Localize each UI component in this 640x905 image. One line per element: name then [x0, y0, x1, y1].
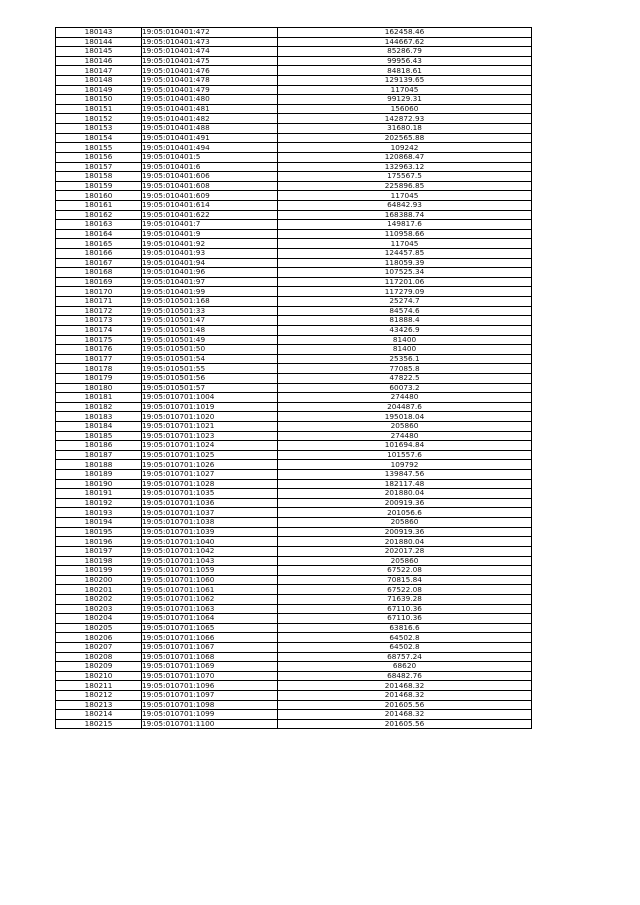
row-number-cell: 180192	[56, 498, 142, 508]
value-cell: 67522.08	[278, 566, 532, 576]
value-cell: 201468.32	[278, 691, 532, 701]
cadastral-number-cell: 19:05:010701:1067	[142, 643, 278, 653]
table-row	[56, 191, 532, 201]
row-number-cell: 180147	[56, 66, 142, 76]
table-row	[56, 47, 532, 57]
cadastral-number-cell: 19:05:010501:50	[142, 345, 278, 355]
row-number-cell: 180163	[56, 220, 142, 230]
value-cell: 132963.12	[278, 162, 532, 172]
cadastral-number-cell: 19:05:010401:96	[142, 268, 278, 278]
value-cell: 149817.6	[278, 220, 532, 230]
row-number-cell: 180202	[56, 594, 142, 604]
row-number-cell: 180150	[56, 95, 142, 105]
value-cell: 120868.47	[278, 152, 532, 162]
row-number-cell: 180152	[56, 114, 142, 124]
cadastral-number-cell: 19:05:010701:1039	[142, 527, 278, 537]
row-number-cell: 180197	[56, 546, 142, 556]
row-number-cell: 180184	[56, 421, 142, 431]
table-row	[56, 287, 532, 297]
cadastral-number-cell: 19:05:010701:1099	[142, 710, 278, 720]
cadastral-number-cell: 19:05:010401:94	[142, 258, 278, 268]
cadastral-number-cell: 19:05:010701:1026	[142, 460, 278, 470]
row-number-cell: 180185	[56, 431, 142, 441]
table-row	[56, 124, 532, 134]
cadastral-value-table	[55, 27, 532, 729]
value-cell: 81400	[278, 345, 532, 355]
value-cell: 201880.04	[278, 489, 532, 499]
value-cell: 182117.48	[278, 479, 532, 489]
value-cell: 107525.34	[278, 268, 532, 278]
cadastral-number-cell: 19:05:010701:1098	[142, 700, 278, 710]
cadastral-number-cell: 19:05:010401:473	[142, 37, 278, 47]
row-number-cell: 180203	[56, 604, 142, 614]
table-row	[56, 56, 532, 66]
row-number-cell: 180212	[56, 691, 142, 701]
value-cell: 77085.8	[278, 364, 532, 374]
row-number-cell: 180178	[56, 364, 142, 374]
row-number-cell: 180169	[56, 277, 142, 287]
row-number-cell: 180205	[56, 623, 142, 633]
row-number-cell: 180189	[56, 470, 142, 480]
row-number-cell: 180214	[56, 710, 142, 720]
row-number-cell: 180162	[56, 210, 142, 220]
value-cell: 67110.36	[278, 614, 532, 624]
value-cell: 129139.65	[278, 76, 532, 86]
value-cell: 84818.61	[278, 66, 532, 76]
row-number-cell: 180174	[56, 325, 142, 335]
cadastral-number-cell: 19:05:010401:92	[142, 239, 278, 249]
cadastral-number-cell: 19:05:010701:1023	[142, 431, 278, 441]
table-row	[56, 681, 532, 691]
table-row	[56, 220, 532, 230]
table-row	[56, 566, 532, 576]
row-number-cell: 180206	[56, 633, 142, 643]
table-row	[56, 37, 532, 47]
table-row	[56, 441, 532, 451]
row-number-cell: 180156	[56, 152, 142, 162]
row-number-cell: 180155	[56, 143, 142, 153]
value-cell: 201605.56	[278, 719, 532, 729]
row-number-cell: 180159	[56, 181, 142, 191]
cadastral-number-cell: 19:05:010701:1065	[142, 623, 278, 633]
table-row	[56, 76, 532, 86]
cadastral-number-cell: 19:05:010701:1060	[142, 575, 278, 585]
value-cell: 175567.5	[278, 172, 532, 182]
value-cell: 64502.8	[278, 633, 532, 643]
cadastral-number-cell: 19:05:010401:476	[142, 66, 278, 76]
table-row	[56, 604, 532, 614]
table-row	[56, 364, 532, 374]
table-row	[56, 518, 532, 528]
row-number-cell: 180210	[56, 671, 142, 681]
table-row	[56, 700, 532, 710]
cadastral-number-cell: 19:05:010701:1043	[142, 556, 278, 566]
value-cell: 201468.32	[278, 710, 532, 720]
value-cell: 64842.93	[278, 200, 532, 210]
table-row	[56, 671, 532, 681]
value-cell: 117045	[278, 191, 532, 201]
value-cell: 118059.39	[278, 258, 532, 268]
row-number-cell: 180190	[56, 479, 142, 489]
table-row	[56, 277, 532, 287]
row-number-cell: 180170	[56, 287, 142, 297]
value-cell: 25274.7	[278, 297, 532, 307]
cadastral-number-cell: 19:05:010701:1024	[142, 441, 278, 451]
cadastral-number-cell: 19:05:010701:1021	[142, 421, 278, 431]
table-row	[56, 181, 532, 191]
cadastral-number-cell: 19:05:010401:609	[142, 191, 278, 201]
value-cell: 99129.31	[278, 95, 532, 105]
cadastral-number-cell: 19:05:010701:1038	[142, 518, 278, 528]
table-row	[56, 498, 532, 508]
cadastral-number-cell: 19:05:010501:48	[142, 325, 278, 335]
row-number-cell: 180161	[56, 200, 142, 210]
value-cell: 31680.18	[278, 124, 532, 134]
table-row	[56, 335, 532, 345]
value-cell: 201880.04	[278, 537, 532, 547]
value-cell: 225896.85	[278, 181, 532, 191]
value-cell: 274480	[278, 393, 532, 403]
table-row	[56, 306, 532, 316]
table-row	[56, 383, 532, 393]
row-number-cell: 180143	[56, 28, 142, 38]
table-row	[56, 412, 532, 422]
table-row	[56, 258, 532, 268]
cadastral-number-cell: 19:05:010401:478	[142, 76, 278, 86]
cadastral-number-cell: 19:05:010401:479	[142, 85, 278, 95]
value-cell: 109242	[278, 143, 532, 153]
table-row	[56, 710, 532, 720]
table-row	[56, 85, 532, 95]
row-number-cell: 180177	[56, 354, 142, 364]
row-number-cell: 180187	[56, 450, 142, 460]
table-row	[56, 450, 532, 460]
cadastral-number-cell: 19:05:010701:1042	[142, 546, 278, 556]
table-row	[56, 152, 532, 162]
value-cell: 60073.2	[278, 383, 532, 393]
value-cell: 156060	[278, 104, 532, 114]
value-cell: 202017.28	[278, 546, 532, 556]
table-row	[56, 210, 532, 220]
value-cell: 70815.84	[278, 575, 532, 585]
table-row	[56, 662, 532, 672]
value-cell: 205860	[278, 518, 532, 528]
cadastral-number-cell: 19:05:010401:7	[142, 220, 278, 230]
cadastral-number-cell: 19:05:010401:482	[142, 114, 278, 124]
value-cell: 200919.36	[278, 527, 532, 537]
table-row	[56, 239, 532, 249]
value-cell: 201056.6	[278, 508, 532, 518]
table-row	[56, 133, 532, 143]
row-number-cell: 180213	[56, 700, 142, 710]
row-number-cell: 180158	[56, 172, 142, 182]
table-row	[56, 95, 532, 105]
value-cell: 99956.43	[278, 56, 532, 66]
value-cell: 274480	[278, 431, 532, 441]
value-cell: 205860	[278, 556, 532, 566]
cadastral-number-cell: 19:05:010501:56	[142, 373, 278, 383]
cadastral-number-cell: 19:05:010401:488	[142, 124, 278, 134]
row-number-cell: 180182	[56, 402, 142, 412]
cadastral-number-cell: 19:05:010501:54	[142, 354, 278, 364]
cadastral-number-cell: 19:05:010401:494	[142, 143, 278, 153]
table-row	[56, 719, 532, 729]
row-number-cell: 180215	[56, 719, 142, 729]
cadastral-number-cell: 19:05:010401:622	[142, 210, 278, 220]
cadastral-number-cell: 19:05:010701:1066	[142, 633, 278, 643]
row-number-cell: 180151	[56, 104, 142, 114]
table-row	[56, 431, 532, 441]
table-row	[56, 623, 532, 633]
cadastral-number-cell: 19:05:010701:1064	[142, 614, 278, 624]
row-number-cell: 180200	[56, 575, 142, 585]
row-number-cell: 180195	[56, 527, 142, 537]
row-number-cell: 180204	[56, 614, 142, 624]
table-row	[56, 268, 532, 278]
cadastral-number-cell: 19:05:010501:33	[142, 306, 278, 316]
row-number-cell: 180176	[56, 345, 142, 355]
value-cell: 101557.6	[278, 450, 532, 460]
table-row	[56, 229, 532, 239]
table-row	[56, 470, 532, 480]
value-cell: 43426.9	[278, 325, 532, 335]
value-cell: 201605.56	[278, 700, 532, 710]
table-row	[56, 316, 532, 326]
row-number-cell: 180199	[56, 566, 142, 576]
table-row	[56, 200, 532, 210]
row-number-cell: 180183	[56, 412, 142, 422]
cadastral-number-cell: 19:05:010401:93	[142, 249, 278, 259]
cadastral-number-cell: 19:05:010501:55	[142, 364, 278, 374]
table-row	[56, 479, 532, 489]
row-number-cell: 180207	[56, 643, 142, 653]
row-number-cell: 180153	[56, 124, 142, 134]
cadastral-number-cell: 19:05:010701:1096	[142, 681, 278, 691]
cadastral-number-cell: 19:05:010401:6	[142, 162, 278, 172]
row-number-cell: 180211	[56, 681, 142, 691]
cadastral-number-cell: 19:05:010401:606	[142, 172, 278, 182]
value-cell: 25356.1	[278, 354, 532, 364]
row-number-cell: 180193	[56, 508, 142, 518]
row-number-cell: 180149	[56, 85, 142, 95]
cadastral-number-cell: 19:05:010701:1059	[142, 566, 278, 576]
row-number-cell: 180180	[56, 383, 142, 393]
value-cell: 101694.84	[278, 441, 532, 451]
table-row	[56, 345, 532, 355]
cadastral-number-cell: 19:05:010701:1028	[142, 479, 278, 489]
value-cell: 117045	[278, 85, 532, 95]
row-number-cell: 180196	[56, 537, 142, 547]
row-number-cell: 180173	[56, 316, 142, 326]
row-number-cell: 180148	[56, 76, 142, 86]
value-cell: 204487.6	[278, 402, 532, 412]
table-row	[56, 643, 532, 653]
value-cell: 117279.09	[278, 287, 532, 297]
table-row	[56, 66, 532, 76]
row-number-cell: 180165	[56, 239, 142, 249]
row-number-cell: 180194	[56, 518, 142, 528]
cadastral-number-cell: 19:05:010701:1100	[142, 719, 278, 729]
table-row	[56, 143, 532, 153]
cadastral-number-cell: 19:05:010701:1068	[142, 652, 278, 662]
table-row	[56, 633, 532, 643]
table-row	[56, 556, 532, 566]
row-number-cell: 180157	[56, 162, 142, 172]
cadastral-number-cell: 19:05:010401:9	[142, 229, 278, 239]
cadastral-number-cell: 19:05:010401:474	[142, 47, 278, 57]
cadastral-number-cell: 19:05:010701:1070	[142, 671, 278, 681]
value-cell: 162458.46	[278, 28, 532, 38]
value-cell: 109792	[278, 460, 532, 470]
cadastral-number-cell: 19:05:010401:614	[142, 200, 278, 210]
cadastral-number-cell: 19:05:010701:1035	[142, 489, 278, 499]
cadastral-number-cell: 19:05:010701:1027	[142, 470, 278, 480]
table-row	[56, 402, 532, 412]
cadastral-number-cell: 19:05:010701:1036	[142, 498, 278, 508]
cadastral-number-cell: 19:05:010401:481	[142, 104, 278, 114]
row-number-cell: 180164	[56, 229, 142, 239]
table-row	[56, 297, 532, 307]
value-cell: 84574.6	[278, 306, 532, 316]
cadastral-number-cell: 19:05:010401:491	[142, 133, 278, 143]
cadastral-number-cell: 19:05:010701:1063	[142, 604, 278, 614]
value-cell: 63816.6	[278, 623, 532, 633]
cadastral-number-cell: 19:05:010701:1020	[142, 412, 278, 422]
cadastral-number-cell: 19:05:010501:168	[142, 297, 278, 307]
cadastral-number-cell: 19:05:010701:1037	[142, 508, 278, 518]
table-row	[56, 28, 532, 38]
table-body	[56, 28, 532, 729]
cadastral-number-cell: 19:05:010701:1019	[142, 402, 278, 412]
value-cell: 64502.8	[278, 643, 532, 653]
row-number-cell: 180154	[56, 133, 142, 143]
table-row	[56, 460, 532, 470]
row-number-cell: 180198	[56, 556, 142, 566]
row-number-cell: 180166	[56, 249, 142, 259]
table-row	[56, 114, 532, 124]
table-row	[56, 104, 532, 114]
row-number-cell: 180172	[56, 306, 142, 316]
table-row	[56, 421, 532, 431]
row-number-cell: 180179	[56, 373, 142, 383]
table-row	[56, 691, 532, 701]
row-number-cell: 180181	[56, 393, 142, 403]
value-cell: 195018.04	[278, 412, 532, 422]
table-row	[56, 527, 532, 537]
value-cell: 110958.66	[278, 229, 532, 239]
cadastral-number-cell: 19:05:010401:97	[142, 277, 278, 287]
table-row	[56, 172, 532, 182]
cadastral-number-cell: 19:05:010501:57	[142, 383, 278, 393]
row-number-cell: 180171	[56, 297, 142, 307]
cadastral-number-cell: 19:05:010701:1062	[142, 594, 278, 604]
row-number-cell: 180160	[56, 191, 142, 201]
row-number-cell: 180209	[56, 662, 142, 672]
row-number-cell: 180145	[56, 47, 142, 57]
cadastral-number-cell: 19:05:010701:1004	[142, 393, 278, 403]
table-row	[56, 575, 532, 585]
value-cell: 205860	[278, 421, 532, 431]
table-row	[56, 614, 532, 624]
value-cell: 124457.85	[278, 249, 532, 259]
table-row	[56, 249, 532, 259]
row-number-cell: 180144	[56, 37, 142, 47]
value-cell: 200919.36	[278, 498, 532, 508]
value-cell: 68757.24	[278, 652, 532, 662]
row-number-cell: 180168	[56, 268, 142, 278]
value-cell: 168388.74	[278, 210, 532, 220]
value-cell: 142872.93	[278, 114, 532, 124]
value-cell: 47822.5	[278, 373, 532, 383]
table-row	[56, 162, 532, 172]
cadastral-number-cell: 19:05:010701:1040	[142, 537, 278, 547]
row-number-cell: 180186	[56, 441, 142, 451]
value-cell: 202565.88	[278, 133, 532, 143]
table-row	[56, 585, 532, 595]
table-row	[56, 537, 532, 547]
cadastral-number-cell: 19:05:010701:1069	[142, 662, 278, 672]
row-number-cell: 180191	[56, 489, 142, 499]
row-number-cell: 180146	[56, 56, 142, 66]
row-number-cell: 180201	[56, 585, 142, 595]
cadastral-number-cell: 19:05:010401:475	[142, 56, 278, 66]
table-row	[56, 373, 532, 383]
value-cell: 71639.28	[278, 594, 532, 604]
cadastral-number-cell: 19:05:010701:1097	[142, 691, 278, 701]
row-number-cell: 180167	[56, 258, 142, 268]
value-cell: 67110.36	[278, 604, 532, 614]
table-row	[56, 652, 532, 662]
table-row	[56, 594, 532, 604]
cadastral-number-cell: 19:05:010501:49	[142, 335, 278, 345]
cadastral-number-cell: 19:05:010701:1061	[142, 585, 278, 595]
row-number-cell: 180208	[56, 652, 142, 662]
row-number-cell: 180175	[56, 335, 142, 345]
value-cell: 67522.08	[278, 585, 532, 595]
value-cell: 117045	[278, 239, 532, 249]
row-number-cell: 180188	[56, 460, 142, 470]
table-row	[56, 546, 532, 556]
cadastral-number-cell: 19:05:010401:5	[142, 152, 278, 162]
value-cell: 68620	[278, 662, 532, 672]
value-cell: 81400	[278, 335, 532, 345]
value-cell: 201468.32	[278, 681, 532, 691]
cadastral-number-cell: 19:05:010501:47	[142, 316, 278, 326]
value-cell: 144667.62	[278, 37, 532, 47]
table-row	[56, 393, 532, 403]
cadastral-number-cell: 19:05:010401:472	[142, 28, 278, 38]
cadastral-number-cell: 19:05:010401:608	[142, 181, 278, 191]
table-row	[56, 489, 532, 499]
table-row	[56, 325, 532, 335]
cadastral-number-cell: 19:05:010401:480	[142, 95, 278, 105]
value-cell: 117201.06	[278, 277, 532, 287]
value-cell: 139847.56	[278, 470, 532, 480]
table-row	[56, 354, 532, 364]
cadastral-number-cell: 19:05:010701:1025	[142, 450, 278, 460]
cadastral-number-cell: 19:05:010401:99	[142, 287, 278, 297]
value-cell: 85286.79	[278, 47, 532, 57]
table-row	[56, 508, 532, 518]
value-cell: 68482.76	[278, 671, 532, 681]
value-cell: 81888.4	[278, 316, 532, 326]
